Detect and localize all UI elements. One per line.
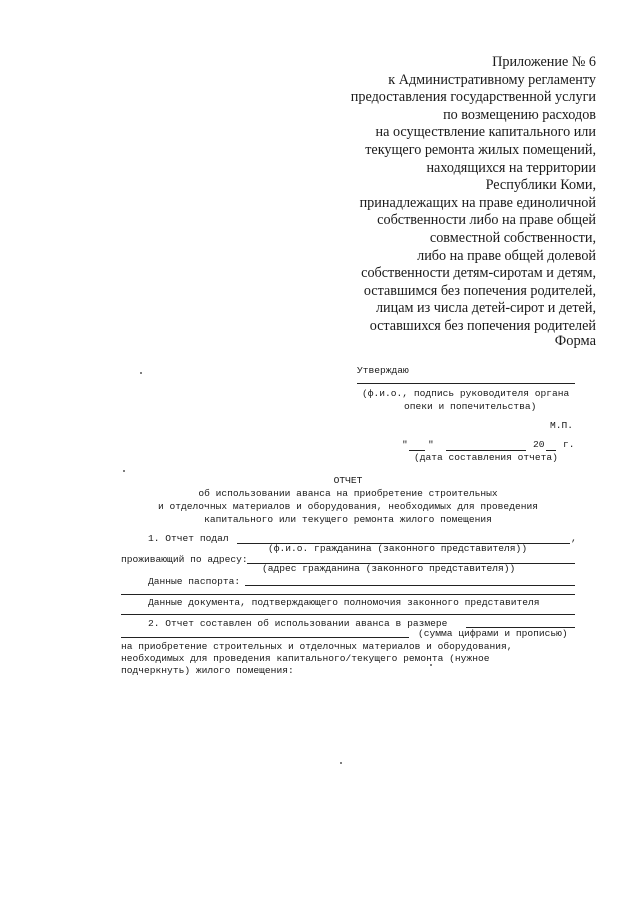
- report-subtitle: капитального или текущего ремонта жилого помещения: [204, 514, 492, 525]
- item2-label: 2. Отчет составлен об использовании аванса в размере: [148, 618, 448, 629]
- appendix-line: находящихся на территории: [426, 159, 596, 176]
- scan-speck: [140, 372, 142, 374]
- signature-line[interactable]: [357, 383, 575, 384]
- signature-caption: опеки и попечительства): [404, 401, 537, 412]
- appendix-line: Республики Коми,: [485, 177, 596, 194]
- appendix-line: собственности либо на праве общей: [377, 212, 596, 229]
- date-caption: (дата составления отчета): [414, 452, 558, 463]
- appendix-line: либо на праве общей долевой: [417, 247, 596, 264]
- appendix-line: совместной собственности,: [429, 229, 596, 246]
- item1-comma: ,: [571, 533, 577, 544]
- signature-caption: (ф.и.о., подпись руководителя органа: [362, 388, 570, 399]
- appendix-line: собственности детям-сиротам и детям,: [361, 265, 596, 282]
- scan-speck: [123, 470, 125, 472]
- document-caption: Данные документа, подтверждающего полномочия законного представителя: [148, 597, 540, 608]
- appendix-line: лицам из числа детей-сирот и детей,: [375, 300, 596, 317]
- approve-label: Утверждаю: [357, 365, 409, 376]
- item1-caption: (ф.и.о. гражданина (законного представителя)): [268, 543, 528, 554]
- item1-label: 1. Отчет подал: [148, 533, 229, 544]
- appendix-line: на осуществление капитального или: [375, 124, 596, 141]
- purpose-line: подчеркнуть) жилого помещения:: [121, 665, 294, 676]
- appendix-line: принадлежащих на праве единоличной: [359, 194, 596, 211]
- passport-field-continued[interactable]: [121, 594, 575, 595]
- passport-label: Данные паспорта:: [148, 576, 241, 587]
- appendix-line: текущего ремонта жилых помещений,: [365, 141, 596, 158]
- appendix-line: оставшихся без попечения родителей: [369, 317, 596, 334]
- amount-field-continued[interactable]: [121, 637, 409, 638]
- date-quote-open: ": [402, 439, 408, 450]
- passport-field[interactable]: [245, 585, 575, 586]
- date-year: 20: [533, 439, 545, 450]
- purpose-line: необходимых для проведения капитального/текущего ремонта (нужное: [121, 653, 490, 664]
- appendix-line: по возмещению расходов: [443, 106, 596, 123]
- scan-speck: [430, 664, 432, 666]
- report-subtitle: об использовании аванса на приобретение строительных: [198, 488, 498, 499]
- appendix-line: к Административному регламенту: [388, 71, 596, 88]
- appendix-line: Приложение № 6: [492, 54, 596, 70]
- report-title: ОТЧЕТ: [333, 475, 363, 486]
- amount-caption: (сумма цифрами и прописью): [418, 628, 568, 639]
- date-quote-close: ": [428, 439, 434, 450]
- appendix-header: [300, 54, 596, 336]
- address-label: проживающий по адресу:: [121, 554, 248, 565]
- scan-speck: [340, 762, 342, 764]
- purpose-line: на приобретение строительных и отделочных материалов и оборудования,: [121, 641, 513, 652]
- report-subtitle: и отделочных материалов и оборудования, необходимых для проведения: [158, 501, 538, 512]
- document-field[interactable]: [121, 614, 575, 615]
- form-label: Форма: [554, 333, 596, 349]
- appendix-line: предоставления государственной услуги: [350, 89, 596, 106]
- address-caption: (адрес гражданина (законного представителя)): [262, 563, 516, 574]
- date-suffix: г.: [563, 439, 575, 450]
- stamp-mark: М.П.: [550, 420, 574, 431]
- appendix-line: оставшимся без попечения родителей,: [363, 282, 596, 299]
